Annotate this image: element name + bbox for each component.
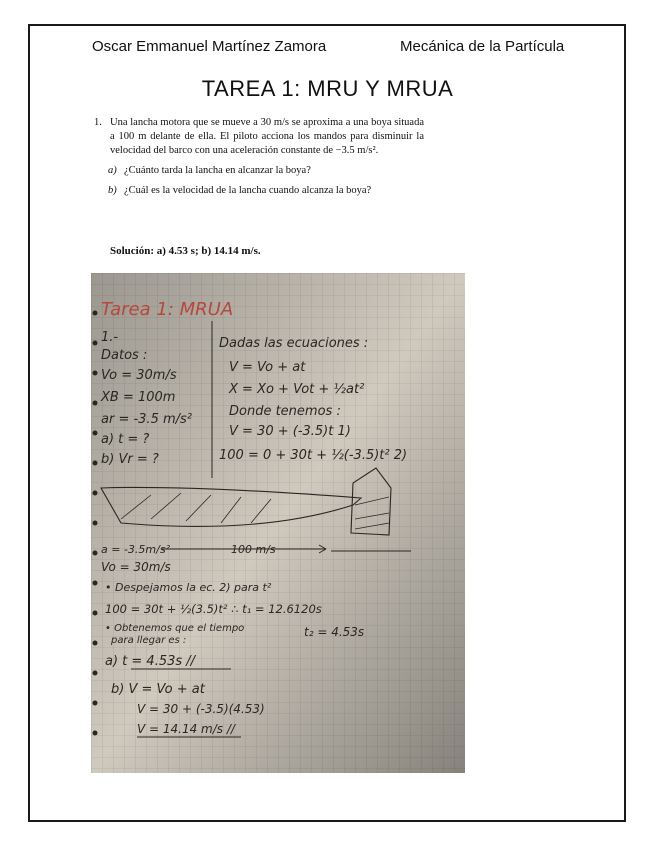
- hw-work-line: 100 = 30t + ½(3.5)t² ∴ t₁ = 12.6120s: [105, 602, 322, 616]
- hw-accel-label: a = -3.5m/s²: [101, 543, 170, 556]
- hw-right-line: Dadas las ecuaciones :: [219, 336, 369, 351]
- part-a-label: a): [108, 165, 117, 176]
- solution-line: Solución: a) 4.53 s; b) 14.14 m/s.: [110, 245, 261, 257]
- hw-right-line: Donde tenemos :: [229, 404, 341, 419]
- hw-work-line: • Obtenemos que el tiempo: [105, 623, 245, 634]
- notebook-photo-svg: [91, 273, 465, 773]
- hw-left-line: XB = 100m: [101, 390, 176, 405]
- hw-work-line: a) t = 4.53s //: [105, 654, 196, 669]
- hw-work-line: b) V = Vo + at: [111, 682, 205, 697]
- hw-left-line: a) t = ?: [101, 432, 150, 447]
- hw-left-line: ar = -3.5 m/s²: [101, 412, 192, 427]
- part-a-text: ¿Cuánto tarda la lancha en alcanzar la boya?: [124, 165, 311, 176]
- problem-statement: [94, 116, 424, 198]
- problem-text: Una lancha motora que se mueve a 30 m/s se aproxima a una boya situada a 100 m delante de ella. El piloto acciona los mandos para disminuir la velocidad del barco con una aceleración constante de −3.5 m/s².: [110, 117, 424, 156]
- hw-right-line: X = Xo + Vot + ½at²: [229, 382, 365, 397]
- spiral-holes: [93, 311, 98, 736]
- hw-work-line: V = 30 + (-3.5)(4.53): [137, 702, 265, 716]
- part-b-label: b): [108, 185, 117, 196]
- hw-right-line: V = 30 + (-3.5)t 1): [229, 424, 351, 439]
- hw-work-line: t₂ = 4.53s: [304, 625, 365, 639]
- problem-number: 1.: [94, 117, 102, 128]
- hw-work-line: para llegar es :: [111, 635, 187, 646]
- hw-left-line: 1.-: [101, 330, 119, 345]
- hw-left-line: b) Vr = ?: [101, 452, 159, 467]
- problem-part-b: [108, 184, 424, 198]
- page-title: TAREA 1: MRU Y MRUA: [201, 76, 454, 101]
- header-course: Mecánica de la Partícula: [400, 38, 565, 55]
- hw-right-line: V = Vo + at: [229, 360, 306, 375]
- header-author: Oscar Emmanuel Martínez Zamora: [92, 38, 327, 55]
- hw-work-line: • Despejamos la ec. 2) para t²: [105, 581, 272, 594]
- hw-heading: Tarea 1: MRUA: [101, 299, 234, 320]
- hw-distance-label: 100 m/s: [231, 543, 276, 556]
- problem-part-a: [108, 164, 424, 178]
- hw-work-line: Vo = 30m/s: [101, 560, 171, 574]
- hw-left-line: Vo = 30m/s: [101, 368, 177, 383]
- hw-left-line: Datos :: [101, 348, 148, 363]
- part-b-text: ¿Cuál es la velocidad de la lancha cuando alcanza la boya?: [124, 185, 372, 196]
- hw-right-line: 100 = 0 + 30t + ½(-3.5)t² 2): [219, 448, 408, 463]
- handwritten-photo: [91, 273, 465, 773]
- hw-work-line: V = 14.14 m/s //: [137, 722, 235, 736]
